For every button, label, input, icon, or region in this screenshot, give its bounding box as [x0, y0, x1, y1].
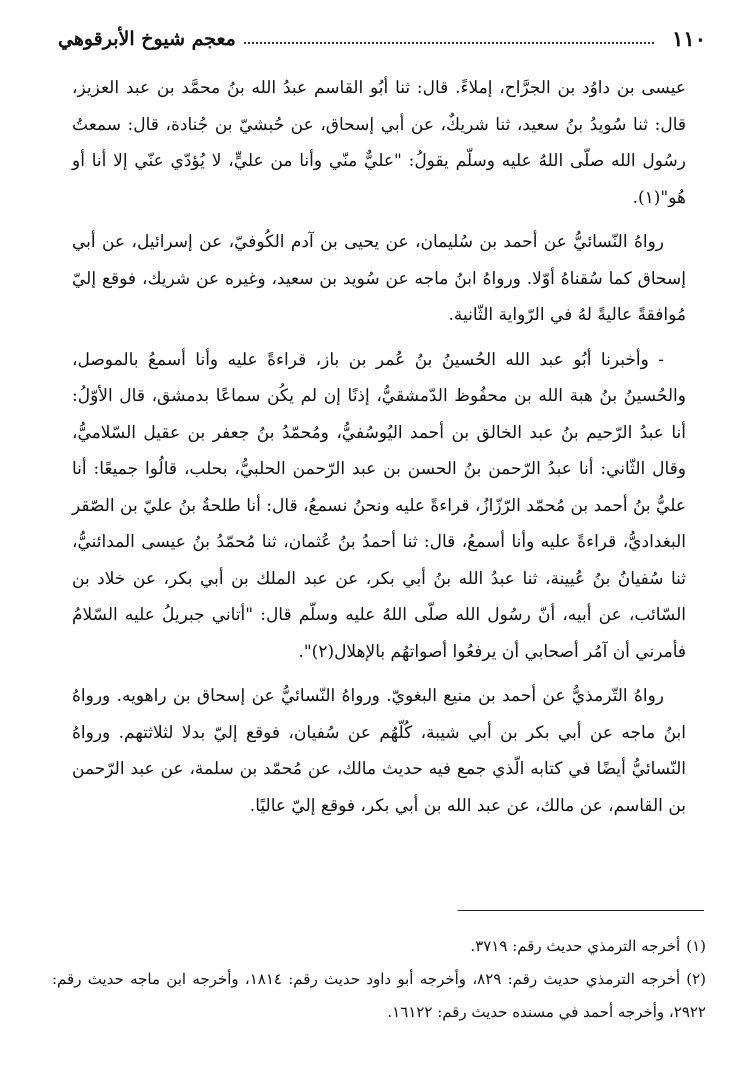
- footnote: [52, 963, 706, 1029]
- footnote-text: أخرجه الترمذي حديث رقم: ٨٢٩، وأخرجه أبو داود حديث رقم: ١٨١٤، وأخرجه ابن ماجه حديث رقم: ٢٩٢٢، وأخرجه أحمد في مسنده حديث رقم: ١٦١٢٢.: [52, 970, 706, 1021]
- paragraph: عيسى بن داوُد بن الجرَّاح، إملاءً. قال: ثنا أبُو القاسم عبدُ الله بنُ محمَّد بن عبد العزيز، قال: ثنا سُويدُ بنُ سعيد، ثنا شريكٌ، عن أبي إسحاق، عن حُبشيّ بن جُنادة، قال: سمعتُ رسُول الله صلّى اللهُ عليه وسلّم يقولُ: "عليٌّ منّي وأنا من عليٍّ، لا يُؤدّي عنّي إلا أنا أو هُو"(١).: [72, 78, 686, 208]
- page-number: ١١٠: [672, 26, 706, 51]
- paragraph: رواهُ التّرمذيُّ عن أحمد بن منيع البغويّ. ورواهُ النّسائيُّ عن إسحاق بن راهويه. ورواهُ ابنُ ماجه عن أبي بكر بن أبي شيبة، كُلّهُم عن سُفيان، فوقع إليّ بدلا لثلاثتهم. ورواهُ النّسائيُّ أيضًا في كتابه الّذي جمع فيه حديث مالك، عن مُحمّد بن سلمة، عن عبد الرّحمن بن القاسم، عن مالك، عن عبد الله بن أبي بكر، فوقع إليّ عاليًا.: [72, 686, 686, 816]
- header-dotted-leader: [244, 32, 654, 44]
- footnote-number: (١): [686, 937, 706, 955]
- footnotes: [52, 930, 706, 1029]
- main-text: [72, 70, 686, 832]
- book-title: معجم شيوخ الأبرقوهي: [58, 28, 236, 50]
- footnote-divider: [458, 910, 704, 911]
- page-header: [58, 20, 706, 54]
- footnote-number: (٢): [686, 970, 706, 988]
- footnote: [52, 930, 706, 963]
- footnote-text: أخرجه الترمذي حديث رقم: ٣٧١٩.: [470, 937, 681, 955]
- paragraph: رواهُ النّسائيُّ عن أحمد بن سُليمان، عن يحيى بن آدم الكُوفيّ، عن إسرائيل، عن أبي إسحاق كما سُقناهُ أوّلا. ورواهُ ابنُ ماجه عن سُويد بن سعيد، وغيره عن شريك، فوقع إليّ مُوافقةً عاليةً لهُ في الرّواية الثّانية.: [72, 232, 686, 325]
- paragraph: - وأخبرنا أبُو عبد الله الحُسينُ بنُ عُمر بن باز، قراءةً عليه وأنا أسمعُ بالموصل، والحُسينُ بنُ هبة الله بن محفُوظ الدّمشقيُّ، إذنًا إن لم يكُن سماعًا بدمشق، قال الأوّلُ: أنا عبدُ الرّحيم بنُ عبد الخالق بن أحمد اليُوسُفيُّ، ومُحمّدُ بنُ جعفر بن عقيل السّلاميُّ، وقال الثّاني: أنا عبدُ الرّحمن بنُ الحسن بن عبد الرّحمن الحلبيُّ، بحلب، قالُوا جميعًا: أنا عليُّ بنُ أحمد بن مُحمّد الرّزّازُ، قراءةً عليه ونحنُ نسمعُ، قال: أنا طلحةُ بنُ عليّ بن الصّقر البغداديُّ، قراءةً عليه وأنا أسمعُ، قال: ثنا أحمدُ بنُ عُثمان، ثنا مُحمّدُ بنُ عيسى المدائنيُّ، ثنا سُفيانُ بنُ عُيينة، ثنا عبدُ الله بنُ أبي بكر، عن عبد الملك بن أبي بكر، عن خلاد بن السّائب، عن أبيه، أنّ رسُول الله صلّى اللهُ عليه وسلّم قال: "أتاني جبريلُ عليه السّلامُ فأمرني أن آمُر أصحابي أن يرفعُوا أصواتهُم بالإهلال(٢)".: [72, 349, 686, 662]
